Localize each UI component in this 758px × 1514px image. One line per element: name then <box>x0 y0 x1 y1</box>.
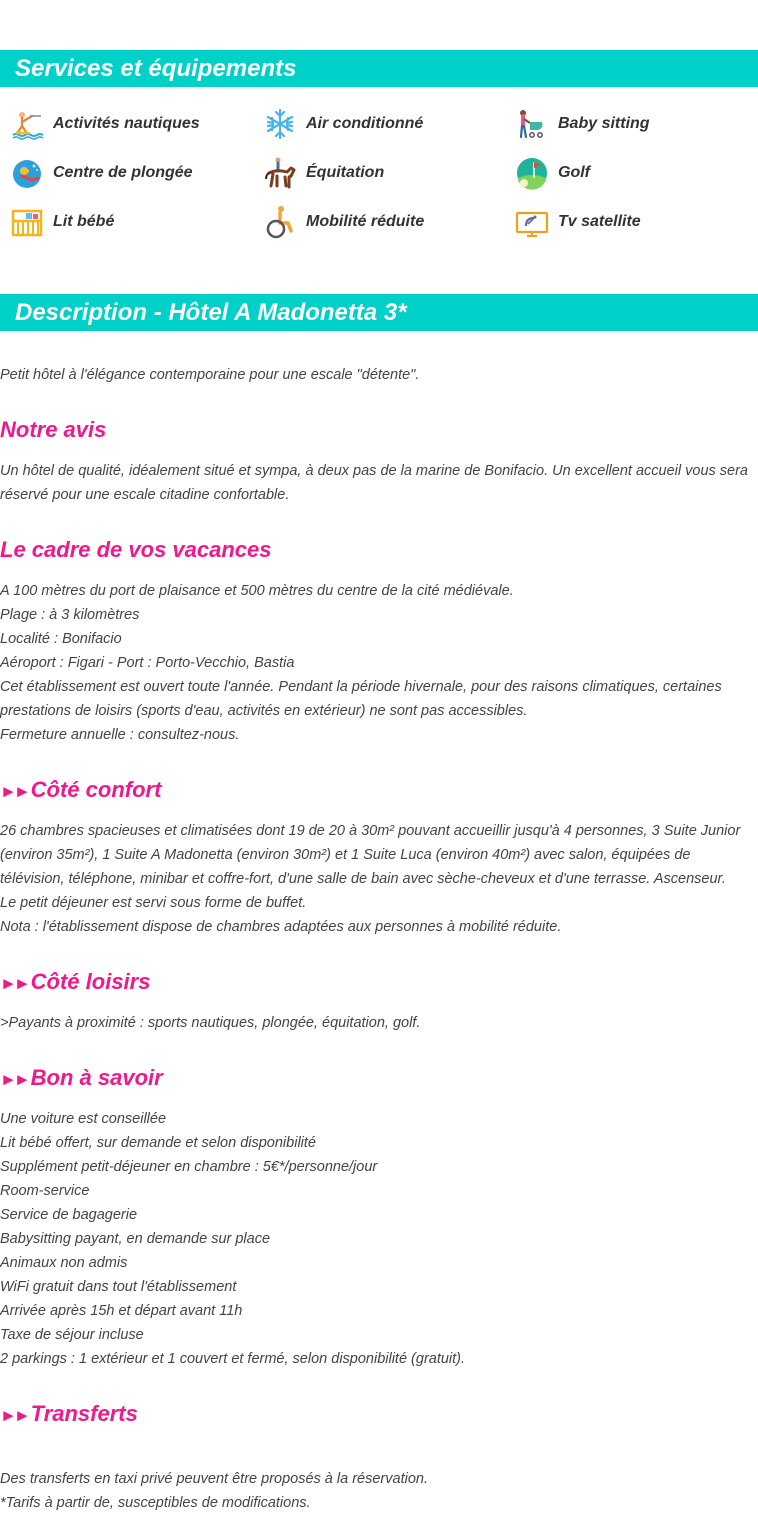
transferts-heading-label: Transferts <box>30 1401 138 1426</box>
service-label: Équitation <box>306 164 385 181</box>
stroller-icon <box>515 107 549 141</box>
wheelchair-icon <box>263 205 297 239</box>
service-item <box>263 153 384 193</box>
service-item <box>10 153 193 193</box>
bon-a-savoir-heading-label: Bon à savoir <box>30 1065 163 1090</box>
bon-a-savoir-line: Lit bébé offert, sur demande et selon disponibilité <box>0 1135 316 1151</box>
transferts-heading <box>0 1401 138 1427</box>
services-row <box>0 153 758 202</box>
service-label: Golf <box>558 164 590 181</box>
cadre-line: Localité : Bonifacio <box>0 631 122 647</box>
loisirs-line: >Payants à proximité : sports nautiques, plongée, équitation, golf. <box>0 1015 421 1031</box>
horse-riding-icon <box>263 156 297 190</box>
services-grid <box>0 104 758 251</box>
service-item <box>515 104 650 144</box>
cadre-heading: Le cadre de vos vacances <box>0 537 272 562</box>
crib-icon <box>10 205 44 239</box>
golf-icon <box>515 156 549 190</box>
loisirs-heading-label: Côté loisirs <box>30 969 151 994</box>
bon-a-savoir-line: Room-service <box>0 1183 90 1199</box>
bon-a-savoir-heading <box>0 1065 163 1091</box>
confort-text <box>0 819 750 939</box>
snowflake-icon <box>263 107 297 141</box>
cadre-line: Plage : à 3 kilomètres <box>0 607 140 623</box>
confort-line: Le petit déjeuner est servi sous forme de buffet. <box>0 895 307 911</box>
notre-avis-text: Un hôtel de qualité, idéalement situé et sympa, à deux pas de la marine de Bonifacio. Un excellent accueil vous sera réservé pour une escale citadine confortable. <box>0 463 748 503</box>
loisirs-heading <box>0 969 150 995</box>
service-item <box>263 202 424 242</box>
bon-a-savoir-text <box>0 1107 750 1371</box>
cadre-line: Aéroport : Figari - Port : Porto-Vecchio, Bastia <box>0 655 295 671</box>
service-item <box>515 153 590 193</box>
service-label: Baby sitting <box>558 115 650 132</box>
confort-heading-label: Côté confort <box>30 777 162 802</box>
transferts-line: Des transferts en taxi privé peuvent être proposés à la réservation. <box>0 1471 428 1487</box>
service-label: Activités nautiques <box>53 115 200 132</box>
service-label: Mobilité réduite <box>306 213 425 230</box>
service-item <box>515 202 641 242</box>
confort-heading <box>0 777 161 803</box>
diving-icon <box>10 156 44 190</box>
confort-line: 26 chambres spacieuses et climatisées dont 19 de 20 à 30m² pouvant accueillir jusqu'à 4 personnes, 3 Suite Junior (environ 35m²), 1 Suite A Madonetta (environ 30m²) et 1 Suite Luca (environ 40m²) avec salon, équipées de télévision, téléphone, minibar et coffre-fort, d'une salle de bain avec sèche-cheveux et d'une terrasse. Ascenseur. <box>0 823 741 887</box>
services-section-title: Services et équipements <box>0 50 758 87</box>
bon-a-savoir-line: Babysitting payant, en demande sur place <box>0 1231 271 1247</box>
bon-a-savoir-line: Animaux non admis <box>0 1255 128 1271</box>
services-row <box>0 202 758 251</box>
description-intro: Petit hôtel à l'élégance contemporaine pour une escale "détente". <box>0 367 420 383</box>
service-label: Centre de plongée <box>53 164 193 181</box>
bon-a-savoir-line: Taxe de séjour incluse <box>0 1327 144 1343</box>
notre-avis-heading: Notre avis <box>0 417 107 442</box>
service-label: Lit bébé <box>53 213 115 230</box>
cadre-text <box>0 579 750 747</box>
cadre-line: A 100 mètres du port de plaisance et 500 mètres du centre de la cité médiévale. <box>0 583 514 599</box>
bon-a-savoir-line: WiFi gratuit dans tout l'établissement <box>0 1279 237 1295</box>
bon-a-savoir-line: Supplément petit-déjeuner en chambre : 5€*/personne/jour <box>0 1159 378 1175</box>
confort-line: Nota : l'établissement dispose de chambres adaptées aux personnes à mobilité réduite. <box>0 919 562 935</box>
transferts-line: *Tarifs à partir de, susceptibles de modifications. <box>0 1495 311 1511</box>
water-sports-icon <box>10 107 44 141</box>
double-arrow-icon: ►► <box>0 1406 28 1425</box>
satellite-tv-icon <box>515 205 549 239</box>
bon-a-savoir-line: Une voiture est conseillée <box>0 1111 167 1127</box>
bon-a-savoir-line: 2 parkings : 1 extérieur et 1 couvert et fermé, selon disponibilité (gratuit). <box>0 1351 466 1367</box>
transferts-text <box>0 1467 750 1514</box>
double-arrow-icon: ►► <box>0 974 28 993</box>
bon-a-savoir-line: Service de bagagerie <box>0 1207 138 1223</box>
cadre-line: Fermeture annuelle : consultez-nous. <box>0 727 240 743</box>
cadre-line: Cet établissement est ouvert toute l'année. Pendant la période hivernale, pour des raisons climatiques, certaines prestations de loisirs (sports d'eau, activités en extérieur) ne sont pas accessibles. <box>0 679 722 719</box>
service-item <box>263 104 423 144</box>
description-section-title: Description - Hôtel A Madonetta 3* <box>0 294 758 331</box>
service-label: Air conditionné <box>306 115 424 132</box>
bon-a-savoir-line: Arrivée après 15h et départ avant 11h <box>0 1303 243 1319</box>
double-arrow-icon: ►► <box>0 782 28 801</box>
loisirs-text <box>0 1011 750 1035</box>
double-arrow-icon: ►► <box>0 1070 28 1089</box>
services-row <box>0 104 758 153</box>
service-label: Tv satellite <box>558 213 641 230</box>
service-item <box>10 202 114 242</box>
service-item <box>10 104 200 144</box>
